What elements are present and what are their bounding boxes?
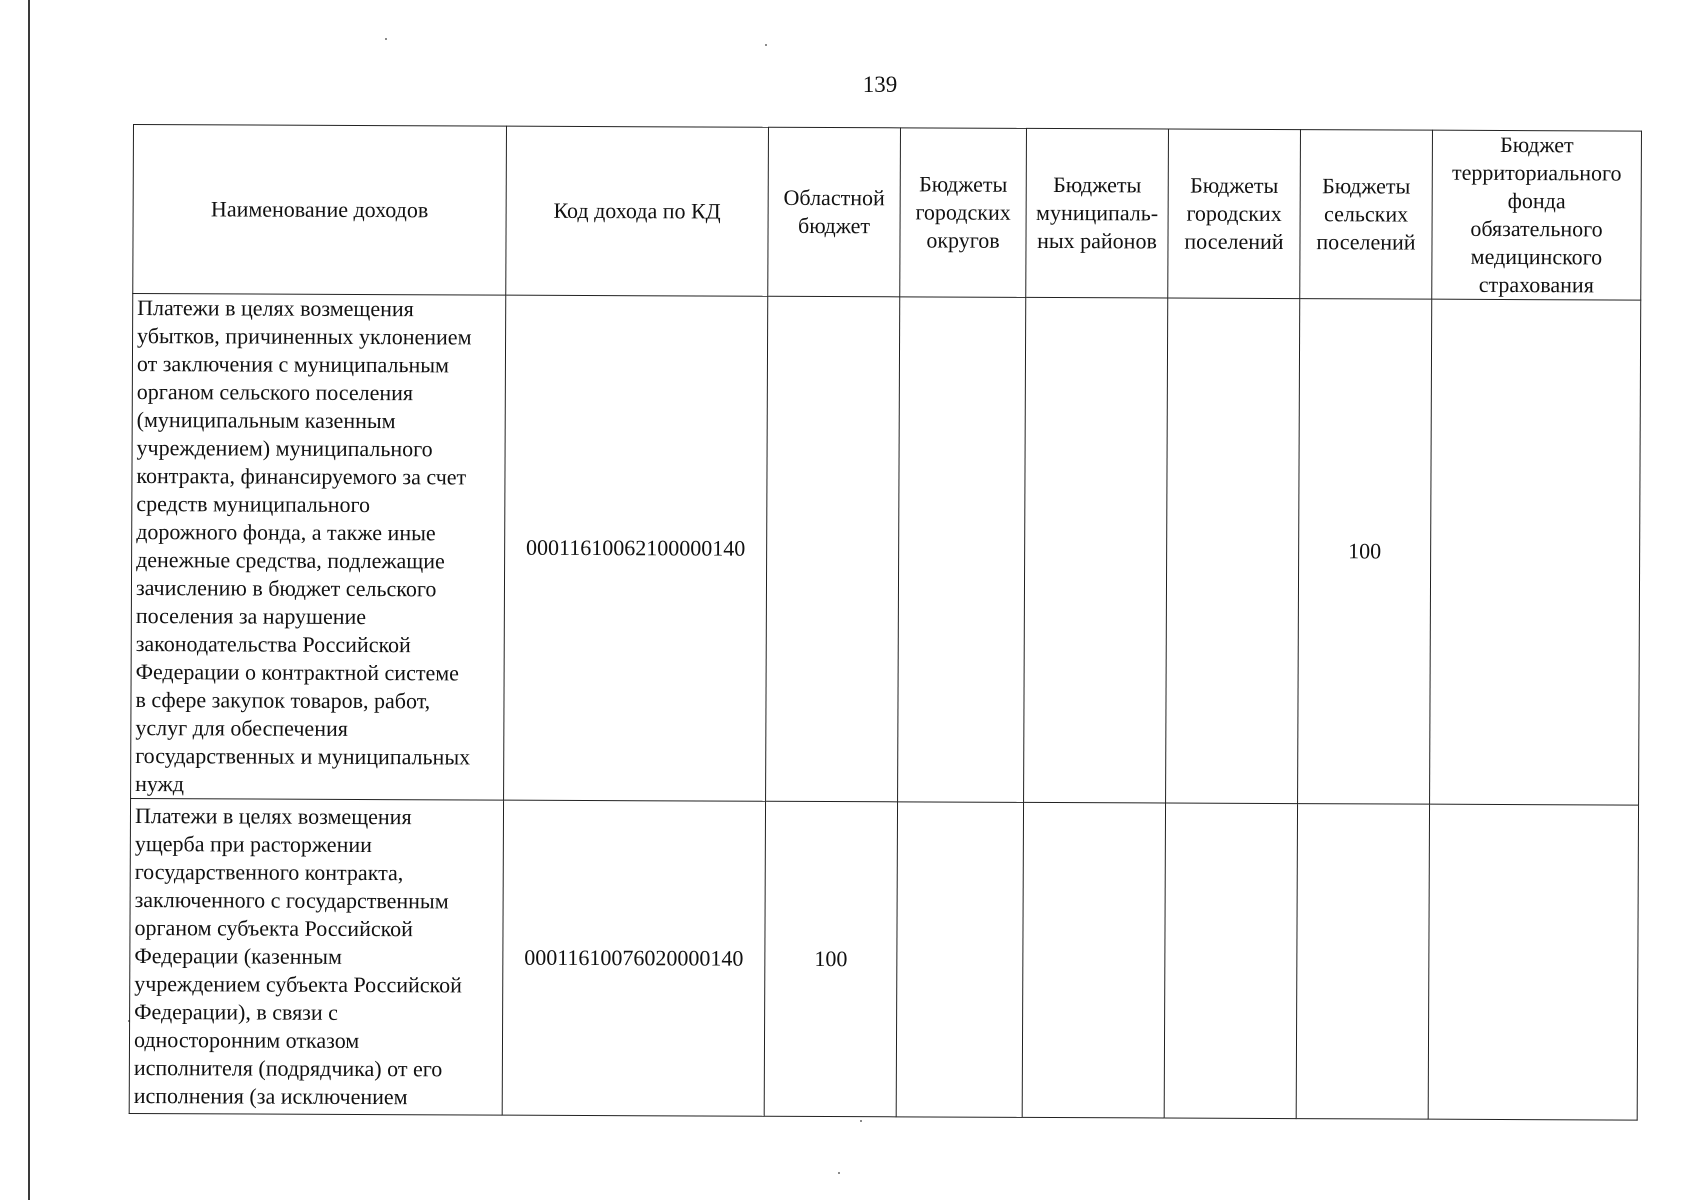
- scan-speck: [385, 38, 387, 40]
- regional-budget-cell: 100: [764, 801, 897, 1117]
- municipal-districts-cell: [1022, 802, 1165, 1118]
- header-regional-budget: Областной бюджет: [768, 127, 901, 297]
- header-revenue-code: Код дохода по КД: [506, 126, 769, 296]
- medical-insurance-fund-cell: [1430, 299, 1641, 805]
- binding-margin-line: [28, 0, 30, 1200]
- header-rural-settlements-budgets: Бюджеты сельских поселений: [1300, 130, 1433, 300]
- table-row: [131, 294, 1641, 806]
- header-city-districts-budgets: Бюджеты городских округов: [900, 128, 1027, 298]
- header-medical-insurance-fund-budget: Бюджет территориального фонда обязательного медицинского страхования: [1432, 130, 1642, 300]
- scan-speck: [838, 1172, 840, 1174]
- revenue-distribution-table: [129, 124, 1642, 1121]
- revenue-code-cell: 00011610062100000140: [504, 295, 768, 801]
- urban-settlements-cell: [1164, 803, 1297, 1119]
- revenue-table-container: [129, 124, 1641, 1111]
- scan-speck: [765, 44, 767, 46]
- medical-insurance-fund-cell: [1428, 804, 1638, 1120]
- page-number: 139: [862, 72, 898, 97]
- table-row: [129, 798, 1638, 1120]
- municipal-districts-cell: [1024, 297, 1168, 803]
- urban-settlements-cell: [1166, 298, 1300, 804]
- header-municipal-districts-budgets: Бюджеты муниципаль- ных районов: [1026, 128, 1169, 298]
- rural-settlements-cell: [1296, 804, 1429, 1120]
- revenue-name-cell: Платежи в целях возмещения ущерба при расторжении государственного контракта, заключенного с государственным органом субъекта Российской Федерации (казенным учреждением субъекта Российской Федерации), в связи с односторонним отказом исполнителя (подрядчика) от его исполнения (за исключением: [129, 798, 503, 1115]
- header-urban-settlements-budgets: Бюджеты городских поселений: [1168, 129, 1301, 299]
- revenue-code-cell: 00011610076020000140: [502, 800, 765, 1116]
- table-header-row: [133, 125, 1642, 301]
- city-districts-cell: [896, 802, 1023, 1118]
- revenue-name-cell: Платежи в целях возмещения убытков, причиненных уклонением от заключения с муниципальным органом сельского поселения (муниципальным казенным учреждением) муниципального контракта, финансируемого за счет средств муниципального дорожного фонда, а также иные денежные средства, подлежащие зачислению в бюджет сельского поселения за нарушение законодательства Российской Федерации о контрактной системе в сфере закупок товаров, работ, услуг для обеспечения государственных и муниципальных нужд: [131, 294, 506, 801]
- regional-budget-cell: [766, 296, 900, 802]
- city-districts-cell: [898, 297, 1026, 803]
- header-revenue-name: Наименование доходов: [133, 125, 507, 296]
- rural-settlements-cell: 100: [1298, 299, 1432, 805]
- scan-speck: [860, 1120, 862, 1122]
